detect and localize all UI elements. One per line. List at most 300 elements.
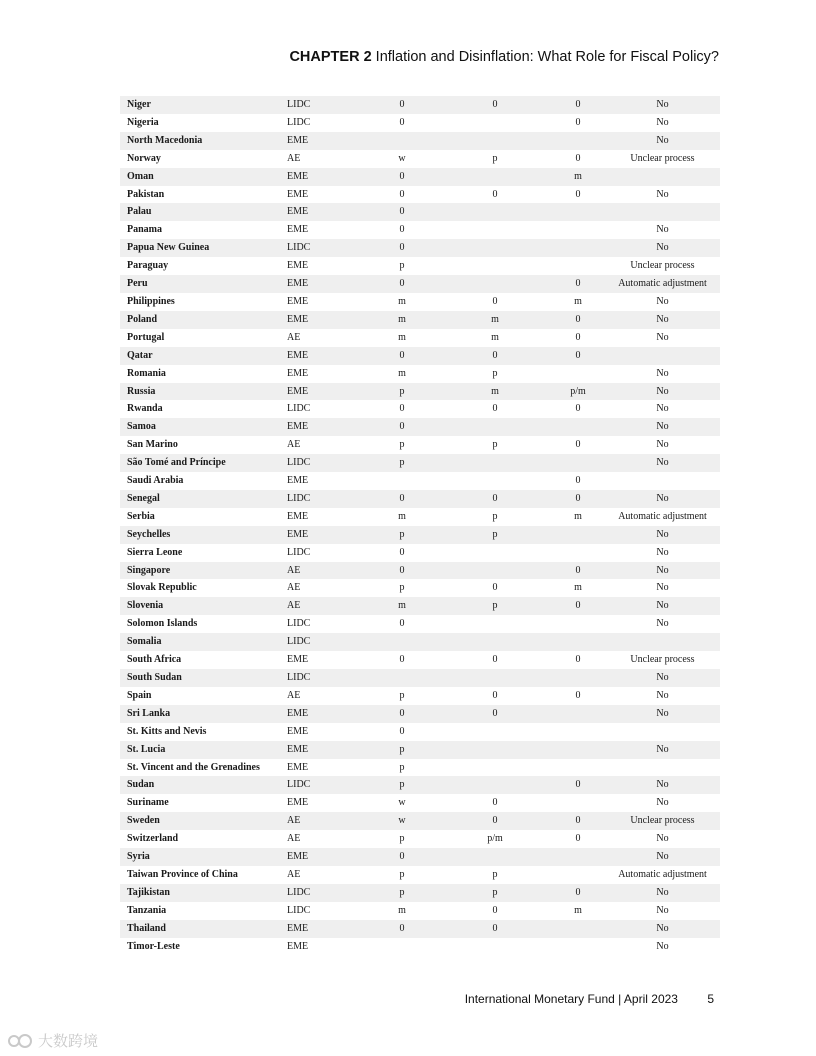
col-4-value: No: [656, 188, 669, 200]
col-2-value: 0: [492, 654, 498, 666]
country-name: Peru: [120, 275, 286, 293]
col-1-value: p: [365, 884, 439, 902]
table-row: [120, 150, 720, 168]
table-row: [120, 866, 720, 884]
col-2-value: [439, 669, 551, 687]
col-4-value: No: [656, 116, 669, 128]
table-row: [120, 776, 720, 794]
country-name: Thailand: [120, 920, 286, 938]
income-group: AE: [287, 868, 301, 880]
income-group: EME: [286, 347, 365, 365]
income-group: EME: [286, 920, 365, 938]
col-4-value: Unclear process: [630, 152, 695, 164]
col-4-value: No: [656, 797, 669, 809]
col-4-value: No: [656, 439, 669, 451]
country-name: Panama: [127, 224, 162, 236]
col-3-value: [551, 866, 605, 884]
col-2-value: 0: [439, 705, 551, 723]
col-1-value: p: [399, 868, 405, 880]
col-3-value: [551, 705, 605, 723]
col-4-value: No: [605, 776, 720, 794]
income-group: EME: [287, 475, 309, 487]
col-4-value: No: [656, 940, 669, 952]
col-3-value: p/m: [551, 383, 605, 401]
country-name: Singapore: [120, 562, 286, 580]
table-row: [120, 168, 720, 186]
col-3-value: [551, 221, 605, 239]
table-row: [120, 239, 720, 257]
income-group: EME: [287, 510, 309, 522]
country-name: Romania: [127, 367, 166, 379]
col-1-value: m: [365, 311, 439, 329]
income-group: AE: [287, 152, 301, 164]
income-group: EME: [287, 940, 309, 952]
income-group: LIDC: [286, 633, 365, 651]
col-4-value: Automatic adjustment: [618, 510, 707, 522]
col-2-value: [439, 454, 551, 472]
country-name: Tanzania: [127, 904, 167, 916]
table-row: [120, 400, 720, 418]
col-1-value: p: [365, 741, 439, 759]
col-1-value: 0: [399, 654, 405, 666]
country-name: Philippines: [127, 295, 175, 307]
country-name: St. Lucia: [120, 741, 286, 759]
col-3-value: [551, 920, 605, 938]
col-4-value: [605, 723, 720, 741]
country-name: Papua New Guinea: [120, 239, 286, 257]
col-2-value: p: [492, 510, 498, 522]
country-name: Tajikistan: [120, 884, 286, 902]
table-row: [120, 526, 720, 544]
col-1-value: 0: [365, 275, 439, 293]
table-row: [120, 741, 720, 759]
income-group: LIDC: [286, 669, 365, 687]
col-1-value: 0: [365, 168, 439, 186]
country-name: Pakistan: [127, 188, 165, 200]
col-3-value: 0: [575, 188, 581, 200]
page-number: 5: [707, 992, 714, 1006]
col-1-value: 0: [365, 848, 439, 866]
col-1-value: p: [365, 383, 439, 401]
col-2-value: [439, 472, 551, 490]
col-1-value: 0: [365, 562, 439, 580]
country-name: Rwanda: [127, 403, 163, 415]
col-1-value: 0: [365, 96, 439, 114]
col-2-value: [439, 275, 551, 293]
col-1-value: m: [398, 295, 406, 307]
income-group: LIDC: [286, 96, 365, 114]
income-group: AE: [286, 597, 365, 615]
income-group: EME: [287, 761, 309, 773]
country-name: San Marino: [127, 439, 178, 451]
col-3-value: [551, 544, 605, 562]
col-2-value: 0: [492, 188, 498, 200]
col-1-value: p: [365, 776, 439, 794]
income-group: EME: [286, 311, 365, 329]
col-2-value: p: [492, 367, 498, 379]
col-4-value: No: [605, 383, 720, 401]
table-row: [120, 311, 720, 329]
col-3-value: [551, 669, 605, 687]
country-name: Slovenia: [120, 597, 286, 615]
col-4-value: No: [605, 490, 720, 508]
col-4-value: [605, 472, 720, 490]
col-3-value: 0: [575, 689, 581, 701]
income-group: LIDC: [287, 403, 311, 415]
income-group: EME: [287, 260, 309, 272]
col-1-value: 0: [399, 403, 405, 415]
col-4-value: Unclear process: [630, 260, 695, 272]
col-2-value: 0: [492, 904, 498, 916]
col-3-value: m: [574, 904, 582, 916]
col-1-value: [365, 669, 439, 687]
income-group: EME: [286, 848, 365, 866]
watermark-logo-icon: [8, 1032, 34, 1050]
income-group: AE: [287, 439, 301, 451]
col-4-value: No: [605, 311, 720, 329]
country-name: Suriname: [127, 797, 169, 809]
col-3-value: [551, 938, 605, 956]
col-2-value: 0: [492, 295, 498, 307]
table-row: [120, 794, 720, 812]
table-row: [120, 544, 720, 562]
table-row: [120, 812, 720, 830]
table-row: [120, 938, 720, 956]
col-4-value: No: [656, 582, 669, 594]
col-1-value: 0: [365, 705, 439, 723]
country-name: Norway: [127, 152, 161, 164]
col-2-value: [439, 776, 551, 794]
country-name: Qatar: [120, 347, 286, 365]
col-3-value: 0: [551, 311, 605, 329]
country-name: Poland: [120, 311, 286, 329]
income-group: EME: [286, 168, 365, 186]
income-group: EME: [287, 725, 309, 737]
table-row: [120, 383, 720, 401]
income-group: LIDC: [287, 618, 311, 630]
country-table: [120, 96, 720, 956]
col-3-value: 0: [551, 275, 605, 293]
col-2-value: [439, 257, 551, 275]
country-name: Sweden: [120, 812, 286, 830]
col-2-value: [439, 132, 551, 150]
col-2-value: m: [439, 383, 551, 401]
col-2-value: 0: [439, 920, 551, 938]
col-3-value: [551, 615, 605, 633]
country-name: Oman: [120, 168, 286, 186]
country-name: Somalia: [120, 633, 286, 651]
country-name: Samoa: [120, 418, 286, 436]
col-1-value: 0: [399, 188, 405, 200]
table-row: [120, 293, 720, 311]
income-group: LIDC: [286, 776, 365, 794]
col-2-value: [439, 418, 551, 436]
col-1-value: w: [365, 812, 439, 830]
col-3-value: 0: [551, 812, 605, 830]
col-1-value: m: [398, 904, 406, 916]
col-2-value: 0: [492, 582, 498, 594]
country-name: Portugal: [127, 331, 165, 343]
col-3-value: 0: [551, 776, 605, 794]
col-3-value: [551, 365, 605, 383]
table-row: [120, 508, 720, 526]
col-4-value: No: [605, 454, 720, 472]
page-footer: [465, 992, 714, 1006]
country-table-body: [120, 96, 720, 956]
col-3-value: 0: [575, 439, 581, 451]
country-name: Switzerland: [127, 833, 179, 845]
col-4-value: No: [605, 132, 720, 150]
col-4-value: [605, 347, 720, 365]
income-group: EME: [286, 741, 365, 759]
col-2-value: 0: [492, 797, 498, 809]
col-1-value: 0: [365, 203, 439, 221]
income-group: EME: [286, 705, 365, 723]
col-4-value: No: [605, 562, 720, 580]
table-row: [120, 633, 720, 651]
col-1-value: m: [365, 597, 439, 615]
table-row: [120, 562, 720, 580]
income-group: EME: [286, 132, 365, 150]
col-4-value: No: [656, 295, 669, 307]
country-name: Nigeria: [127, 116, 159, 128]
income-group: EME: [286, 418, 365, 436]
col-2-value: [439, 239, 551, 257]
col-2-value: [439, 723, 551, 741]
col-3-value: 0: [551, 884, 605, 902]
country-name: Serbia: [127, 510, 155, 522]
country-name: São Tomé and Príncipe: [120, 454, 286, 472]
col-2-value: [439, 168, 551, 186]
table-row: [120, 436, 720, 454]
table-row: [120, 186, 720, 204]
country-name: Seychelles: [120, 526, 286, 544]
col-3-value: m: [574, 582, 582, 594]
col-2-value: [439, 562, 551, 580]
col-1-value: [365, 633, 439, 651]
country-name: South Sudan: [120, 669, 286, 687]
income-group: AE: [287, 331, 301, 343]
col-2-value: 0: [439, 490, 551, 508]
country-name: Niger: [120, 96, 286, 114]
country-name: Russia: [120, 383, 286, 401]
col-3-value: 0: [551, 347, 605, 365]
col-3-value: [551, 526, 605, 544]
col-4-value: No: [605, 669, 720, 687]
running-header: [289, 49, 719, 65]
table-row: [120, 723, 720, 741]
country-name: Spain: [127, 689, 152, 701]
col-2-value: [439, 741, 551, 759]
col-3-value: [551, 132, 605, 150]
col-4-value: Unclear process: [630, 654, 695, 666]
chapter-title: Inflation and Disinflation: What Role for Fiscal Policy?: [375, 49, 719, 65]
col-4-value: No: [656, 904, 669, 916]
country-name: Sri Lanka: [120, 705, 286, 723]
income-group: EME: [286, 203, 365, 221]
footer-source: International Monetary Fund | April 2023: [464, 992, 678, 1006]
watermark: [8, 1030, 98, 1051]
col-1-value: 0: [399, 618, 405, 630]
col-3-value: [551, 203, 605, 221]
watermark-text: 大数跨境: [38, 1032, 99, 1050]
table-row: [120, 759, 720, 777]
col-1-value: 0: [365, 347, 439, 365]
income-group: EME: [287, 797, 309, 809]
col-4-value: No: [605, 741, 720, 759]
col-3-value: [551, 454, 605, 472]
col-1-value: m: [398, 331, 406, 343]
table-row: [120, 347, 720, 365]
country-name: South Africa: [127, 654, 182, 666]
table-row: [120, 687, 720, 705]
table-row: [120, 114, 720, 132]
col-2-value: [439, 221, 551, 239]
col-1-value: [365, 938, 439, 956]
col-3-value: 0: [575, 654, 581, 666]
col-1-value: m: [398, 367, 406, 379]
col-4-value: [605, 759, 720, 777]
table-row: [120, 472, 720, 490]
col-3-value: m: [551, 168, 605, 186]
col-2-value: m: [439, 311, 551, 329]
col-1-value: p: [399, 439, 405, 451]
col-3-value: 0: [575, 116, 581, 128]
col-2-value: [439, 848, 551, 866]
income-group: AE: [287, 582, 301, 594]
col-2-value: p: [439, 884, 551, 902]
table-row: [120, 418, 720, 436]
country-name: Syria: [120, 848, 286, 866]
col-2-value: p/m: [487, 833, 503, 845]
income-group: AE: [287, 689, 301, 701]
table-row: [120, 597, 720, 615]
table-row: [120, 902, 720, 920]
col-4-value: No: [605, 597, 720, 615]
table-row: [120, 830, 720, 848]
income-group: LIDC: [287, 904, 311, 916]
table-row: [120, 132, 720, 150]
col-3-value: [551, 759, 605, 777]
col-4-value: No: [605, 848, 720, 866]
col-4-value: No: [656, 331, 669, 343]
col-2-value: p: [492, 439, 498, 451]
col-1-value: p: [399, 260, 405, 272]
income-group: EME: [287, 188, 309, 200]
col-2-value: [439, 759, 551, 777]
col-1-value: 0: [365, 490, 439, 508]
col-4-value: No: [605, 418, 720, 436]
col-3-value: 0: [575, 152, 581, 164]
table-row: [120, 257, 720, 275]
income-group: LIDC: [286, 884, 365, 902]
col-3-value: 0: [575, 403, 581, 415]
col-1-value: 0: [399, 224, 405, 236]
col-3-value: [551, 848, 605, 866]
country-name: Sierra Leone: [127, 546, 183, 558]
chapter-label: CHAPTER 2: [289, 49, 372, 65]
table-row: [120, 669, 720, 687]
col-4-value: No: [656, 224, 669, 236]
col-3-value: 0: [551, 562, 605, 580]
col-2-value: p: [439, 526, 551, 544]
col-4-value: No: [656, 367, 669, 379]
col-4-value: No: [605, 526, 720, 544]
table-row: [120, 848, 720, 866]
col-1-value: w: [398, 152, 406, 164]
col-1-value: p: [399, 833, 405, 845]
col-2-value: m: [491, 331, 499, 343]
col-4-value: No: [656, 403, 669, 415]
col-1-value: p: [399, 761, 405, 773]
col-1-value: p: [365, 454, 439, 472]
table-row: [120, 884, 720, 902]
col-3-value: [551, 633, 605, 651]
country-name: Timor-Leste: [127, 940, 180, 952]
col-4-value: No: [656, 833, 669, 845]
col-2-value: 0: [439, 96, 551, 114]
table-row: [120, 651, 720, 669]
table-row: [120, 705, 720, 723]
col-1-value: 0: [399, 116, 405, 128]
col-4-value: No: [605, 705, 720, 723]
col-4-value: No: [605, 239, 720, 257]
income-group: EME: [287, 295, 309, 307]
income-group: LIDC: [286, 490, 365, 508]
col-2-value: 0: [439, 812, 551, 830]
col-3-value: 0: [551, 96, 605, 114]
country-name: Solomon Islands: [127, 618, 198, 630]
income-group: AE: [286, 812, 365, 830]
table-row: [120, 490, 720, 508]
col-1-value: m: [398, 510, 406, 522]
table-row: [120, 365, 720, 383]
country-name: Senegal: [120, 490, 286, 508]
col-3-value: 0: [575, 331, 581, 343]
col-3-value: [551, 257, 605, 275]
col-4-value: No: [605, 884, 720, 902]
col-3-value: [551, 794, 605, 812]
income-group: EME: [287, 654, 309, 666]
table-row: [120, 329, 720, 347]
col-4-value: No: [605, 96, 720, 114]
table-row: [120, 920, 720, 938]
col-4-value: No: [656, 689, 669, 701]
col-1-value: p: [365, 526, 439, 544]
col-3-value: m: [574, 295, 582, 307]
col-2-value: [439, 938, 551, 956]
col-1-value: p: [399, 582, 405, 594]
col-3-value: 0: [575, 833, 581, 845]
col-4-value: No: [656, 546, 669, 558]
col-2-value: 0: [439, 347, 551, 365]
col-4-value: No: [656, 618, 669, 630]
country-name: Palau: [120, 203, 286, 221]
country-name: Sudan: [120, 776, 286, 794]
table-row: [120, 96, 720, 114]
country-name: Saudi Arabia: [127, 475, 184, 487]
income-group: EME: [287, 224, 309, 236]
col-3-value: [551, 741, 605, 759]
country-name: North Macedonia: [120, 132, 286, 150]
col-2-value: [439, 203, 551, 221]
table-row: [120, 221, 720, 239]
col-1-value: w: [398, 797, 406, 809]
col-1-value: 0: [365, 239, 439, 257]
col-2-value: [439, 633, 551, 651]
col-4-value: [605, 633, 720, 651]
income-group: LIDC: [286, 454, 365, 472]
